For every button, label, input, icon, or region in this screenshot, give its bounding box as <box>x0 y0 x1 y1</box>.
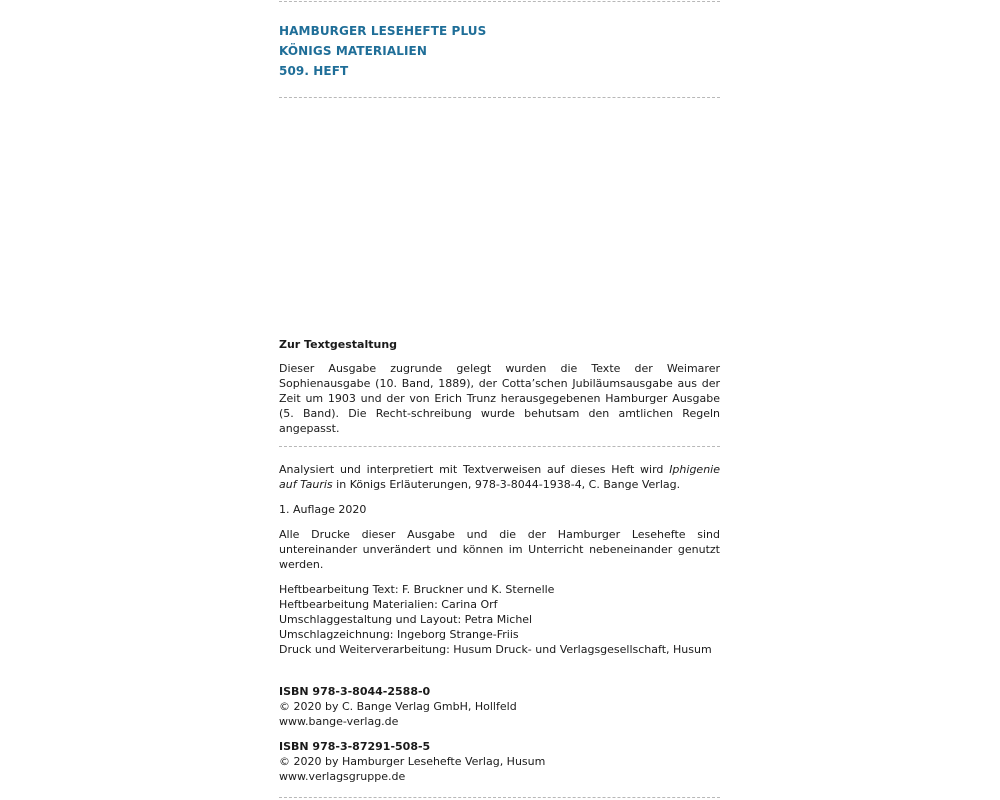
credit-line: Heftbearbeitung Materialien: Carina Orf <box>279 598 498 611</box>
series-header <box>279 21 720 81</box>
isbn-lesehefte: ISBN 978-3-87291-508-5 <box>279 740 431 753</box>
header-divider <box>279 97 720 98</box>
isbn-bange: ISBN 978-3-8044-2588-0 <box>279 685 431 698</box>
series-subtitle: KÖNIGS MATERIALIEN <box>279 44 427 58</box>
top-divider <box>279 1 720 2</box>
textgestaltung-section <box>279 337 720 436</box>
url-lesehefte: www.verlagsgruppe.de <box>279 770 406 783</box>
url-bange: www.bange-verlag.de <box>279 715 399 728</box>
erlaeuterungen-text-before: Analysiert und interpretiert mit Textverweisen auf dieses Heft wird <box>279 463 670 476</box>
erlaeuterungen-paragraph <box>279 462 720 492</box>
series-title: HAMBURGER LESEHEFTE PLUS <box>279 24 487 38</box>
copyright-bange: © 2020 by C. Bange Verlag GmbH, Hollfeld <box>279 700 517 713</box>
middle-divider <box>279 446 720 447</box>
work-title: Iphigenie auf Tauris <box>279 463 720 491</box>
erlaeuterungen-text-after: in Königs Erläuterungen, 978-3-8044-1938-4, C. Bange Verlag. <box>332 478 681 491</box>
credit-line: Heftbearbeitung Text: F. Bruckner und K. Sternelle <box>279 583 555 596</box>
credit-line: Umschlagzeichnung: Ingeborg Strange-Friis <box>279 628 519 641</box>
copyright-lesehefte: © 2020 by Hamburger Lesehefte Verlag, Husum <box>279 755 546 768</box>
credit-line: Druck und Weiterverarbeitung: Husum Druck- und Verlagsgesellschaft, Husum <box>279 643 712 656</box>
bottom-divider <box>279 797 720 798</box>
textgestaltung-paragraph: Dieser Ausgabe zugrunde gelegt wurden die Texte der Weimarer Sophienausgabe (10. Band, 1889), der Cotta’schen Jubiläumsausgabe aus der Zeit um 1903 und der von Erich Trunz herausgegebenen Hamburger Ausgabe (5. Band). Die Recht-schreibung wurde behutsam den amtlichen Regeln angepasst. <box>279 362 720 435</box>
issue-number: 509. HEFT <box>279 64 349 78</box>
edition-line: 1. Auflage 2020 <box>279 503 367 516</box>
drucke-paragraph: Alle Drucke dieser Ausgabe und die der Hamburger Lesehefte sind untereinander unverändert und können im Unterricht nebeneinander genutzt werden. <box>279 528 720 571</box>
section-heading: Zur Textgestaltung <box>279 338 398 351</box>
credit-line: Umschlaggestaltung und Layout: Petra Michel <box>279 613 533 626</box>
imprint-section <box>279 462 720 784</box>
